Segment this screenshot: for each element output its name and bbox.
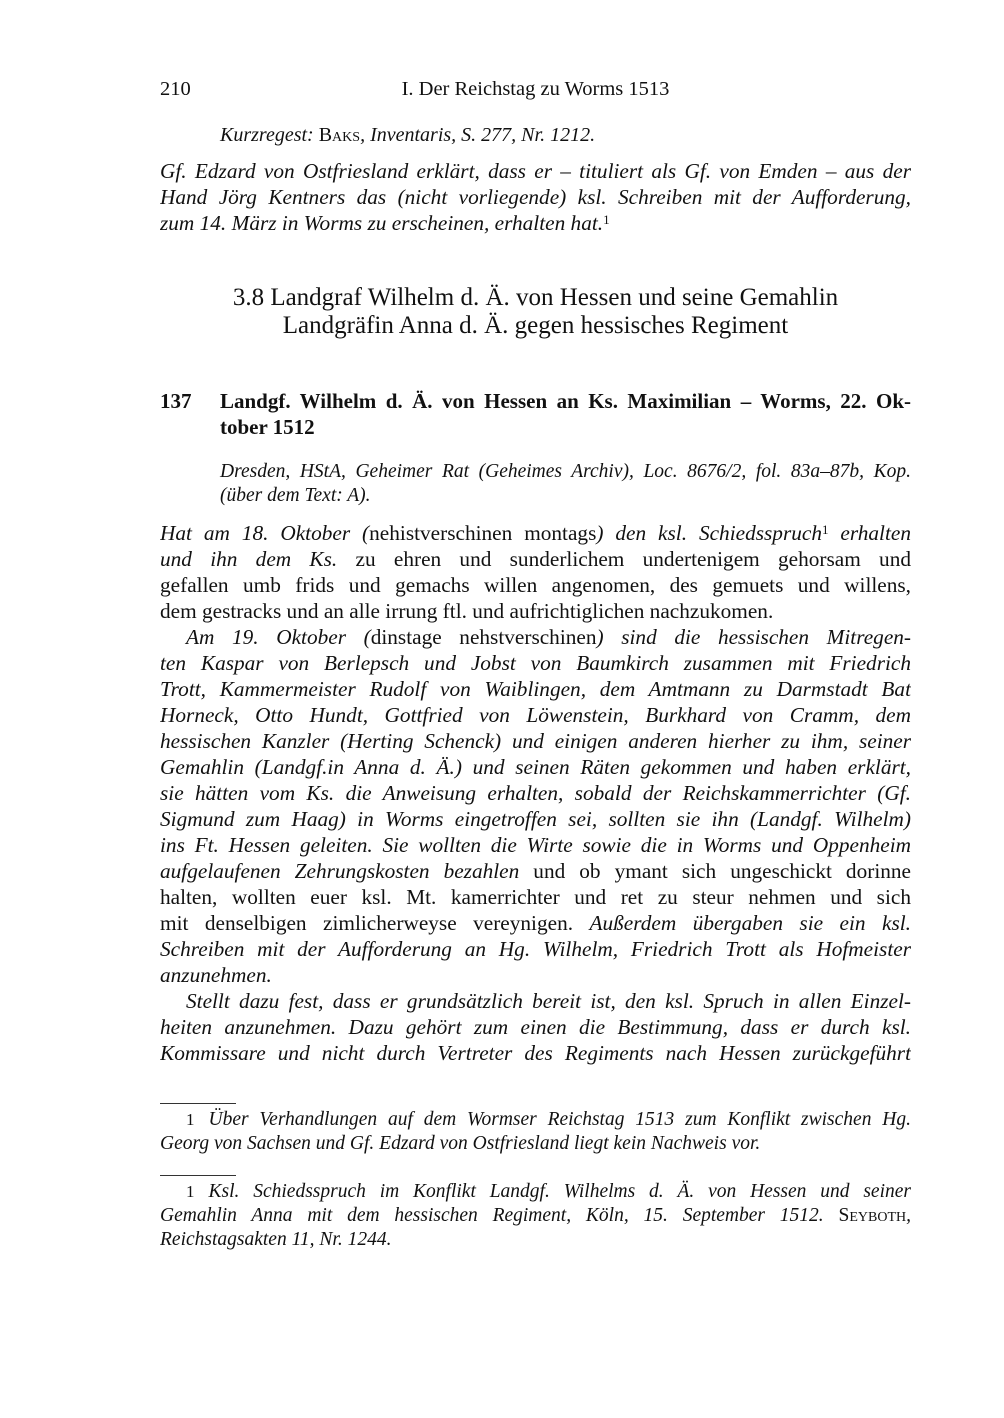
body-line: gefallen umb frids und gemachs willen angenomen, des gemuets und willens,: [160, 573, 911, 597]
body-line: Kommissare und nicht durch Vertreter des Regiments nach Hessen zurückgeführt: [160, 1041, 911, 1065]
page-number: 210: [160, 78, 191, 100]
body-line: halten, wollten euer ksl. Mt. kamerrichter und ret zu steur nehmen und sich: [160, 885, 911, 909]
footnote-mark: 1: [186, 1110, 195, 1129]
body-span: ) sind die hessischen Mitregen-: [596, 625, 911, 649]
body-line: Horneck, Otto Hundt, Gottfried von Löwenstein, Burkhard von Cramm, dem: [160, 703, 911, 727]
running-head: I. Der Reichstag zu Worms 1513: [401, 78, 670, 100]
body-line: Schreiben mit der Aufforderung an Hg. Wilhelm, Friedrich Trott als Hofmeister: [160, 937, 911, 961]
footnote-line: [160, 1108, 911, 1132]
document-title-line: Landgf. Wilhelm d. Ä. von Hessen an Ks. Maximilian – Worms, 22. Ok-: [220, 389, 911, 413]
summary-line: Gf. Edzard von Ostfriesland erklärt, dass er – tituliert als Gf. von Emden – aus der: [160, 159, 911, 183]
body-line: Trott, Kammermeister Rudolf von Waiblingen, dem Amtmann zu Darmstadt Bat: [160, 677, 911, 701]
footnote-line: [160, 1180, 911, 1204]
footnote-mark: 1: [186, 1182, 195, 1201]
document-number: 137: [160, 389, 192, 413]
body-line: hessischen Kanzler (Herting Schenck) und einigen anderen hierher zu ihm, seiner: [160, 729, 911, 753]
body-line: dem gestracks und an alle irrung ftl. und aufrichtiglichen nachzukomen.: [160, 599, 774, 623]
body-line: [160, 520, 911, 546]
body-span: aufgelaufenen Zehrungskosten bezahlen: [160, 859, 520, 883]
footnote-text: Über Verhandlungen auf dem Wormser Reichstag 1513 zum Konflikt zwischen Hg.: [208, 1109, 911, 1130]
regest-author: Baks: [318, 124, 361, 146]
body-span: erhalten: [828, 521, 911, 545]
source-line: (über dem Text: A).: [220, 485, 371, 506]
summary-line: Hand Jörg Kentners das (nicht vorliegende) ksl. Schreiben mit der Aufforderung,: [160, 185, 911, 209]
body-span: zu ehren und sunderlichem undertenigem gehorsam und: [337, 547, 911, 571]
source-reference: [220, 460, 911, 508]
summary-line: [160, 210, 911, 236]
body-line: [160, 624, 911, 650]
body-line: [160, 910, 911, 936]
section-heading-line: 3.8 Landgraf Wilhelm d. Ä. von Hessen und seine Gemahlin: [232, 284, 839, 311]
regest-citation: , Inventaris, S. 277, Nr. 1212.: [360, 124, 596, 146]
body-span: nehistverschinen montags: [369, 521, 597, 545]
body-line: Stellt dazu fest, dass er grundsätzlich bereit ist, den ksl. Spruch in allen Einzel-: [186, 989, 911, 1013]
body-span: Am 19. Oktober (: [186, 625, 371, 649]
body-line: anzunehmen.: [160, 963, 272, 987]
page-header: [160, 78, 911, 108]
body-span: Hat am 18. Oktober (: [160, 521, 370, 545]
body-line: ten Kaspar von Berlepsch und Jobst von Baumkirch zusammen mit Friedrich: [160, 651, 911, 675]
body-span: und ob ymant sich ungeschickt dorinne: [519, 859, 911, 883]
document-title: [220, 388, 911, 440]
footnote-rule: [160, 1103, 236, 1104]
regest-reference: [220, 124, 911, 147]
document-page: [160, 0, 911, 1418]
footnote: [160, 1180, 911, 1252]
body-span: ) den ksl. Schiedsspruch: [596, 521, 822, 545]
footnote-line: Georg von Sachsen und Gf. Edzard von Ostfriesland liegt kein Nachweis vor.: [160, 1133, 761, 1154]
body-line: Gemahlin (Landgf.in Anna d. Ä.) und seinen Räten gekommen und haben erklärt,: [160, 755, 911, 779]
regest-label: Kurzregest:: [220, 124, 314, 146]
footnote-rule: [160, 1175, 236, 1176]
section-heading: [160, 284, 911, 340]
regest-summary: [160, 158, 911, 236]
body-line: heiten anzunehmen. Dazu gehört zum einen die Bestimmung, dass er durch ksl.: [160, 1015, 911, 1039]
body-span: Außerdem übergaben sie ein ksl.: [589, 911, 911, 935]
footnote-text: Ksl. Schiedsspruch im Konflikt Landgf. Wilhelms d. Ä. von Hessen und seiner: [208, 1181, 911, 1202]
body-line: sie hätten vom Ks. die Anweisung erhalten, sobald der Reichskammerrichter (Gf.: [160, 781, 911, 805]
footnote-line: [160, 1204, 911, 1228]
body-span: und ihn dem Ks.: [160, 547, 338, 571]
footnote-ref: 1: [821, 522, 829, 537]
footnote: [160, 1108, 911, 1156]
source-line: Dresden, HStA, Geheimer Rat (Geheimes Archiv), Loc. 8676/2, fol. 83a–87b, Kop.: [220, 461, 911, 482]
summary-text: zum 14. März in Worms zu erscheinen, erhalten hat.: [160, 211, 604, 235]
footnote-text: Gemahlin Anna mit dem hessischen Regiment, Köln, 15. September 1512.: [160, 1205, 839, 1226]
body-span: mit denselbigen zimlicherweyse vereynigen.: [160, 911, 590, 935]
footnote-ref: 1: [603, 212, 610, 227]
body-line: [160, 546, 911, 572]
body-line: [160, 858, 911, 884]
footnote-text: ,: [906, 1205, 911, 1226]
section-heading-line: Landgräfin Anna d. Ä. gegen hessisches Regiment: [282, 312, 789, 339]
document-title-line: tober 1512: [220, 415, 315, 439]
footnote-author: Seyboth: [838, 1205, 907, 1226]
body-span: dinstage nehstverschinen: [370, 625, 597, 649]
body-line: Sigmund zum Haag) in Worms eingetroffen sei, sollten sie ihn (Landgf. Wilhelm): [160, 807, 911, 831]
body-text: [160, 520, 911, 1066]
footnote-line: Reichstagsakten 11, Nr. 1244.: [160, 1229, 392, 1250]
body-line: ins Ft. Hessen geleiten. Sie wollten die Wirte sowie die in Worms und Oppenheim: [160, 833, 911, 857]
